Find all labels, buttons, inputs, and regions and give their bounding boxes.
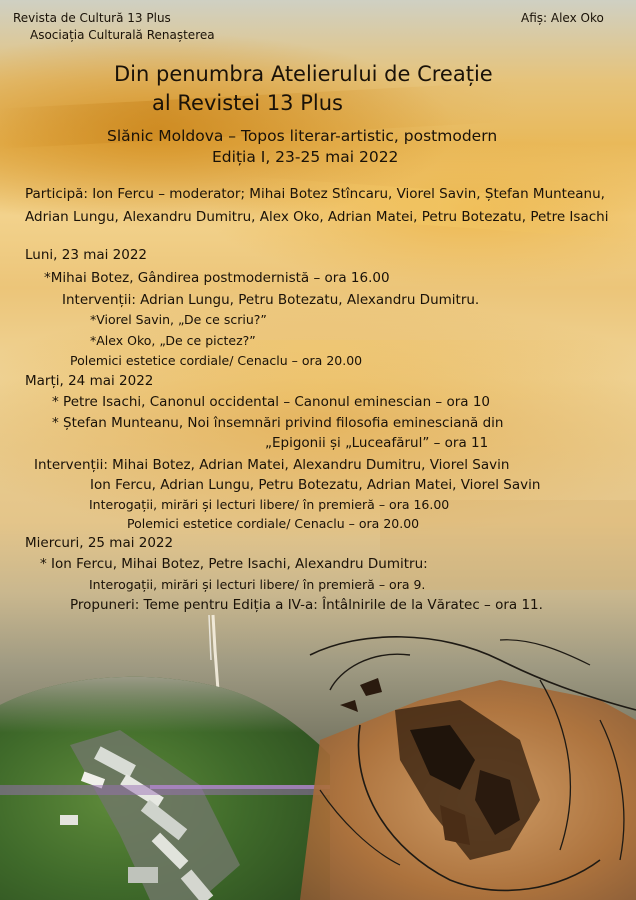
aerial-town-photo [0, 635, 330, 900]
association-name: Asociația Culturală Renașterea [30, 28, 215, 42]
day2-heading: Marți, 24 mai 2022 [25, 373, 154, 389]
day1-item3: *Alex Oko, „De ce pictez?” [90, 333, 256, 348]
day2-item2b: „Epigonii și „Luceafărul” – ora 11 [265, 435, 489, 451]
day1-evening: Polemici estetice cordiale/ Cenaclu – ora 20.00 [70, 353, 363, 368]
day2-interventions2: Ion Fercu, Adrian Lungu, Petru Botezatu, Adrian Matei, Viorel Savin [90, 477, 541, 493]
day2-afternoon: Interogații, mirări și lecturi libere/ în premieră – ora 16.00 [89, 497, 450, 512]
event-title-line1: Din penumbra Atelierului de Creație [114, 62, 493, 86]
day3-item2: Interogații, mirări și lecturi libere/ în premieră – ora 9. [89, 577, 426, 592]
event-title-line2: al Revistei 13 Plus [152, 91, 343, 115]
magazine-name: Revista de Cultură 13 Plus [13, 11, 171, 25]
poster-credit: Afiș: Alex Oko [521, 11, 604, 25]
event-subtitle: Slănic Moldova – Topos literar-artistic, postmodern [107, 127, 498, 145]
participants-line1: Participă: Ion Fercu – moderator; Mihai Botez Stîncaru, Viorel Savin, Ștefan Munteanu, [25, 186, 605, 202]
day2-item2a: * Ștefan Munteanu, Noi însemnări privind filosofia eminesciană din [52, 415, 504, 431]
day3-item1: * Ion Fercu, Mihai Botez, Petre Isachi, Alexandru Dumitru: [40, 556, 428, 572]
event-edition: Ediția I, 23-25 mai 2022 [212, 148, 399, 166]
day3-proposals: Propuneri: Teme pentru Ediția a IV-a: Întâlnirile de la Văratec – ora 11. [70, 597, 543, 613]
day1-interventions: Intervenții: Adrian Lungu, Petru Botezatu, Alexandru Dumitru. [62, 292, 480, 308]
day1-heading: Luni, 23 mai 2022 [25, 247, 148, 263]
participants-line2: Adrian Lungu, Alexandru Dumitru, Alex Oko, Adrian Matei, Petru Botezatu, Petre Isachi [25, 209, 609, 225]
day2-item1: * Petre Isachi, Canonul occidental – Canonul eminescian – ora 10 [52, 394, 491, 410]
day3-heading: Miercuri, 25 mai 2022 [25, 535, 174, 551]
day2-interventions1: Intervenții: Mihai Botez, Adrian Matei, Alexandru Dumitru, Viorel Savin [34, 457, 510, 473]
day1-item2: *Viorel Savin, „De ce scriu?” [90, 312, 267, 327]
day2-evening: Polemici estetice cordiale/ Cenaclu – ora 20.00 [127, 516, 420, 531]
day1-item1: *Mihai Botez, Gândirea postmodernistă – ora 16.00 [44, 270, 390, 286]
